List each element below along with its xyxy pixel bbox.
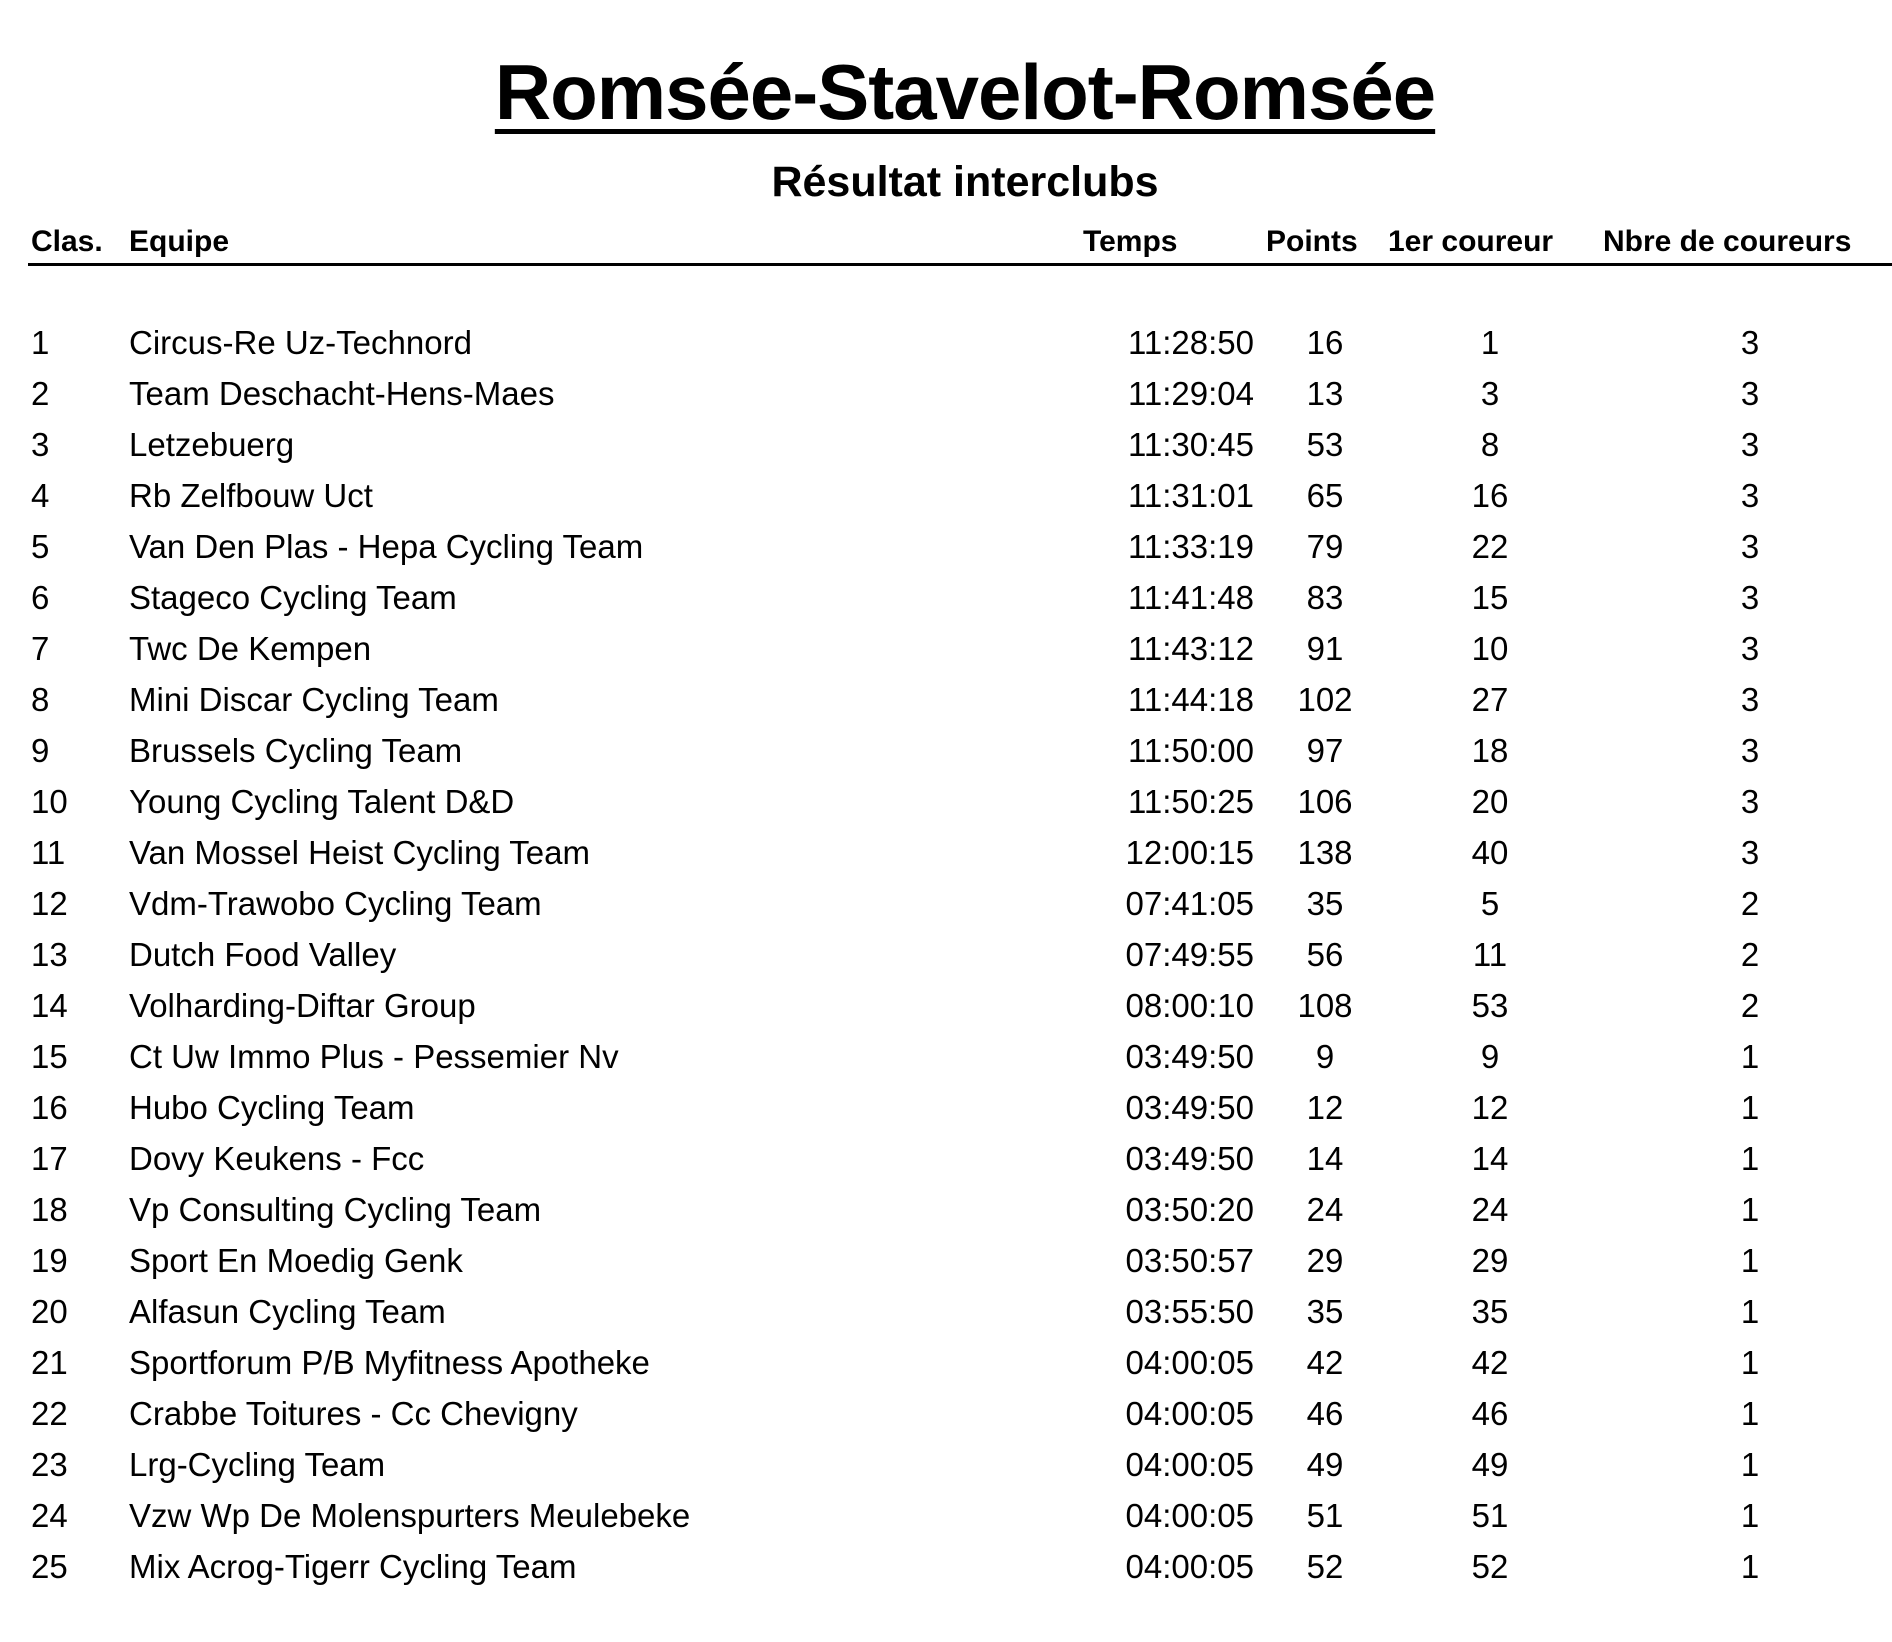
points-cell: 79: [1306, 528, 1344, 565]
first-rider-cell: 9: [1480, 1038, 1500, 1075]
rider-count-cell: 1: [1740, 1242, 1760, 1279]
points-cell: 14: [1306, 1140, 1344, 1177]
time-cell: 04:00:05: [1125, 1446, 1254, 1483]
time-cell: 04:00:05: [1125, 1344, 1254, 1381]
first-rider-cell: 1: [1480, 324, 1500, 361]
team-cell: Crabbe Toitures - Cc Chevigny: [129, 1395, 578, 1432]
rider-count-cell: 3: [1740, 579, 1760, 616]
rider-count-cell: 1: [1740, 1548, 1760, 1585]
col-header-num-riders: Nbre de coureurs: [1603, 225, 1852, 258]
team-cell: Young Cycling Talent D&D: [129, 783, 515, 820]
first-rider-cell: 15: [1471, 579, 1509, 616]
first-rider-cell: 14: [1471, 1140, 1509, 1177]
table-row: [0, 980, 1892, 1031]
team-cell: Vp Consulting Cycling Team: [129, 1191, 542, 1228]
rider-count-cell: 3: [1740, 681, 1760, 718]
rank-cell: 2: [31, 375, 50, 412]
table-row: [0, 1133, 1892, 1184]
rank-cell: 6: [31, 579, 50, 616]
time-cell: 03:55:50: [1125, 1293, 1254, 1330]
first-rider-cell: 3: [1480, 375, 1500, 412]
points-cell: 106: [1297, 783, 1353, 820]
table-row: [0, 470, 1892, 521]
points-cell: 108: [1297, 987, 1353, 1024]
points-cell: 138: [1297, 834, 1353, 871]
team-cell: Team Deschacht-Hens-Maes: [129, 375, 555, 412]
time-cell: 12:00:15: [1125, 834, 1254, 871]
table-row: [0, 674, 1892, 725]
rank-cell: 25: [31, 1548, 68, 1585]
time-cell: 03:50:57: [1125, 1242, 1254, 1279]
time-cell: 11:44:18: [1127, 681, 1254, 718]
rider-count-cell: 3: [1740, 528, 1760, 565]
rider-count-cell: 1: [1740, 1446, 1760, 1483]
team-cell: Dutch Food Valley: [129, 936, 397, 973]
points-cell: 35: [1306, 1293, 1344, 1330]
rider-count-cell: 3: [1740, 732, 1760, 769]
team-cell: Lrg-Cycling Team: [129, 1446, 386, 1483]
points-cell: 46: [1306, 1395, 1344, 1432]
team-cell: Mini Discar Cycling Team: [129, 681, 499, 718]
results-table: [0, 317, 1892, 1592]
rank-cell: 15: [31, 1038, 68, 1075]
rank-cell: 14: [31, 987, 68, 1024]
points-cell: 12: [1306, 1089, 1344, 1126]
first-rider-cell: 12: [1471, 1089, 1509, 1126]
rider-count-cell: 1: [1740, 1395, 1760, 1432]
table-row: [0, 776, 1892, 827]
page-title: Romsée-Stavelot-Romsée: [494, 48, 1436, 136]
table-row: [0, 419, 1892, 470]
page-subtitle: Résultat interclubs: [771, 158, 1159, 206]
rider-count-cell: 3: [1740, 477, 1760, 514]
rider-count-cell: 2: [1740, 987, 1760, 1024]
team-cell: Letzebuerg: [129, 426, 295, 463]
first-rider-cell: 5: [1480, 885, 1500, 922]
time-cell: 03:49:50: [1125, 1140, 1254, 1177]
team-cell: Vdm-Trawobo Cycling Team: [129, 885, 542, 922]
first-rider-cell: 49: [1471, 1446, 1509, 1483]
first-rider-cell: 53: [1471, 987, 1509, 1024]
table-row: [0, 878, 1892, 929]
col-header-points: Points: [1266, 225, 1358, 258]
time-cell: 03:49:50: [1125, 1038, 1254, 1075]
rider-count-cell: 2: [1740, 885, 1760, 922]
points-cell: 24: [1306, 1191, 1344, 1228]
rider-count-cell: 3: [1740, 783, 1760, 820]
time-cell: 11:28:50: [1127, 324, 1254, 361]
rank-cell: 5: [31, 528, 50, 565]
table-row: [0, 1541, 1892, 1592]
time-cell: 11:50:00: [1127, 732, 1254, 769]
rank-cell: 20: [31, 1293, 68, 1330]
points-cell: 35: [1306, 885, 1344, 922]
time-cell: 04:00:05: [1125, 1548, 1254, 1585]
team-cell: Rb Zelfbouw Uct: [129, 477, 373, 514]
rank-cell: 11: [31, 834, 66, 871]
rider-count-cell: 2: [1740, 936, 1760, 973]
rank-cell: 8: [31, 681, 50, 718]
table-row: [0, 827, 1892, 878]
time-cell: 07:41:05: [1125, 885, 1254, 922]
rider-count-cell: 1: [1740, 1497, 1760, 1534]
col-header-rank: Clas.: [31, 225, 103, 258]
table-row: [0, 1082, 1892, 1133]
rank-cell: 23: [31, 1446, 68, 1483]
table-row: [0, 1337, 1892, 1388]
first-rider-cell: 20: [1471, 783, 1509, 820]
points-cell: 51: [1306, 1497, 1344, 1534]
col-header-time: Temps: [1083, 225, 1178, 258]
team-cell: Sport En Moedig Genk: [129, 1242, 463, 1279]
time-cell: 08:00:10: [1125, 987, 1254, 1024]
rank-cell: 10: [31, 783, 68, 820]
points-cell: 16: [1306, 324, 1344, 361]
rider-count-cell: 3: [1740, 834, 1760, 871]
team-cell: Circus-Re Uz-Technord: [129, 324, 472, 361]
team-cell: Stageco Cycling Team: [129, 579, 457, 616]
table-row: [0, 1490, 1892, 1541]
first-rider-cell: 10: [1471, 630, 1509, 667]
time-cell: 11:31:01: [1127, 477, 1254, 514]
points-cell: 29: [1306, 1242, 1344, 1279]
rider-count-cell: 1: [1740, 1191, 1760, 1228]
points-cell: 102: [1297, 681, 1353, 718]
points-cell: 97: [1306, 732, 1344, 769]
time-cell: 11:33:19: [1127, 528, 1254, 565]
first-rider-cell: 16: [1471, 477, 1509, 514]
table-row: [0, 1184, 1892, 1235]
time-cell: 11:50:25: [1127, 783, 1254, 820]
first-rider-cell: 24: [1471, 1191, 1509, 1228]
rider-count-cell: 3: [1740, 375, 1760, 412]
team-cell: Alfasun Cycling Team: [129, 1293, 446, 1330]
table-row: [0, 1286, 1892, 1337]
first-rider-cell: 42: [1471, 1344, 1509, 1381]
time-cell: 11:43:12: [1127, 630, 1254, 667]
rank-cell: 18: [31, 1191, 68, 1228]
rank-cell: 7: [31, 630, 50, 667]
rank-cell: 3: [31, 426, 50, 463]
table-row: [0, 1031, 1892, 1082]
time-cell: 03:50:20: [1125, 1191, 1254, 1228]
team-cell: Van Den Plas - Hepa Cycling Team: [129, 528, 644, 565]
first-rider-cell: 51: [1471, 1497, 1509, 1534]
first-rider-cell: 52: [1471, 1548, 1509, 1585]
time-cell: 11:29:04: [1127, 375, 1254, 412]
points-cell: 83: [1306, 579, 1344, 616]
rank-cell: 4: [31, 477, 50, 514]
points-cell: 52: [1306, 1548, 1344, 1585]
table-row: [0, 368, 1892, 419]
team-cell: Mix Acrog-Tigerr Cycling Team: [129, 1548, 577, 1585]
first-rider-cell: 27: [1471, 681, 1509, 718]
rider-count-cell: 1: [1740, 1293, 1760, 1330]
first-rider-cell: 11: [1472, 936, 1508, 973]
table-row: [0, 521, 1892, 572]
table-row: [0, 572, 1892, 623]
points-cell: 53: [1306, 426, 1344, 463]
rank-cell: 16: [31, 1089, 68, 1126]
rank-cell: 1: [31, 324, 50, 361]
time-cell: 11:41:48: [1127, 579, 1254, 616]
table-header: [0, 218, 1892, 266]
table-row: [0, 1235, 1892, 1286]
time-cell: 07:49:55: [1125, 936, 1254, 973]
first-rider-cell: 8: [1480, 426, 1500, 463]
team-cell: Dovy Keukens - Fcc: [129, 1140, 425, 1177]
points-cell: 56: [1306, 936, 1344, 973]
first-rider-cell: 40: [1471, 834, 1509, 871]
time-cell: 03:49:50: [1125, 1089, 1254, 1126]
time-cell: 04:00:05: [1125, 1395, 1254, 1432]
table-row: [0, 1439, 1892, 1490]
col-header-team: Equipe: [129, 225, 230, 258]
rider-count-cell: 3: [1740, 324, 1760, 361]
points-cell: 9: [1315, 1038, 1335, 1075]
points-cell: 91: [1306, 630, 1344, 667]
first-rider-cell: 29: [1471, 1242, 1509, 1279]
rank-cell: 9: [31, 732, 50, 769]
rider-count-cell: 1: [1740, 1344, 1760, 1381]
time-cell: 04:00:05: [1125, 1497, 1254, 1534]
team-cell: Van Mossel Heist Cycling Team: [129, 834, 590, 871]
team-cell: Hubo Cycling Team: [129, 1089, 415, 1126]
team-cell: Twc De Kempen: [129, 630, 372, 667]
rider-count-cell: 1: [1740, 1038, 1760, 1075]
points-cell: 13: [1306, 375, 1344, 412]
first-rider-cell: 46: [1471, 1395, 1509, 1432]
team-cell: Sportforum P/B Myfitness Apotheke: [129, 1344, 650, 1381]
points-cell: 42: [1306, 1344, 1344, 1381]
points-cell: 49: [1306, 1446, 1344, 1483]
table-row: [0, 929, 1892, 980]
time-cell: 11:30:45: [1127, 426, 1254, 463]
rank-cell: 19: [31, 1242, 68, 1279]
first-rider-cell: 18: [1471, 732, 1509, 769]
rank-cell: 12: [31, 885, 68, 922]
team-cell: Brussels Cycling Team: [129, 732, 463, 769]
rank-cell: 22: [31, 1395, 68, 1432]
rider-count-cell: 1: [1740, 1140, 1760, 1177]
rider-count-cell: 3: [1740, 426, 1760, 463]
rank-cell: 21: [31, 1344, 68, 1381]
team-cell: Ct Uw Immo Plus - Pessemier Nv: [129, 1038, 619, 1075]
rank-cell: 17: [31, 1140, 68, 1177]
table-row: [0, 1388, 1892, 1439]
table-row: [0, 623, 1892, 674]
header-divider: [28, 263, 1892, 266]
rider-count-cell: 1: [1740, 1089, 1760, 1126]
table-row: [0, 725, 1892, 776]
team-cell: Vzw Wp De Molenspurters Meulebeke: [129, 1497, 691, 1534]
first-rider-cell: 22: [1471, 528, 1509, 565]
col-header-first-rider: 1er coureur: [1388, 225, 1554, 258]
rank-cell: 24: [31, 1497, 68, 1534]
rider-count-cell: 3: [1740, 630, 1760, 667]
table-row: [0, 317, 1892, 368]
rank-cell: 13: [31, 936, 68, 973]
team-cell: Volharding-Diftar Group: [129, 987, 476, 1024]
first-rider-cell: 35: [1471, 1293, 1509, 1330]
points-cell: 65: [1306, 477, 1344, 514]
